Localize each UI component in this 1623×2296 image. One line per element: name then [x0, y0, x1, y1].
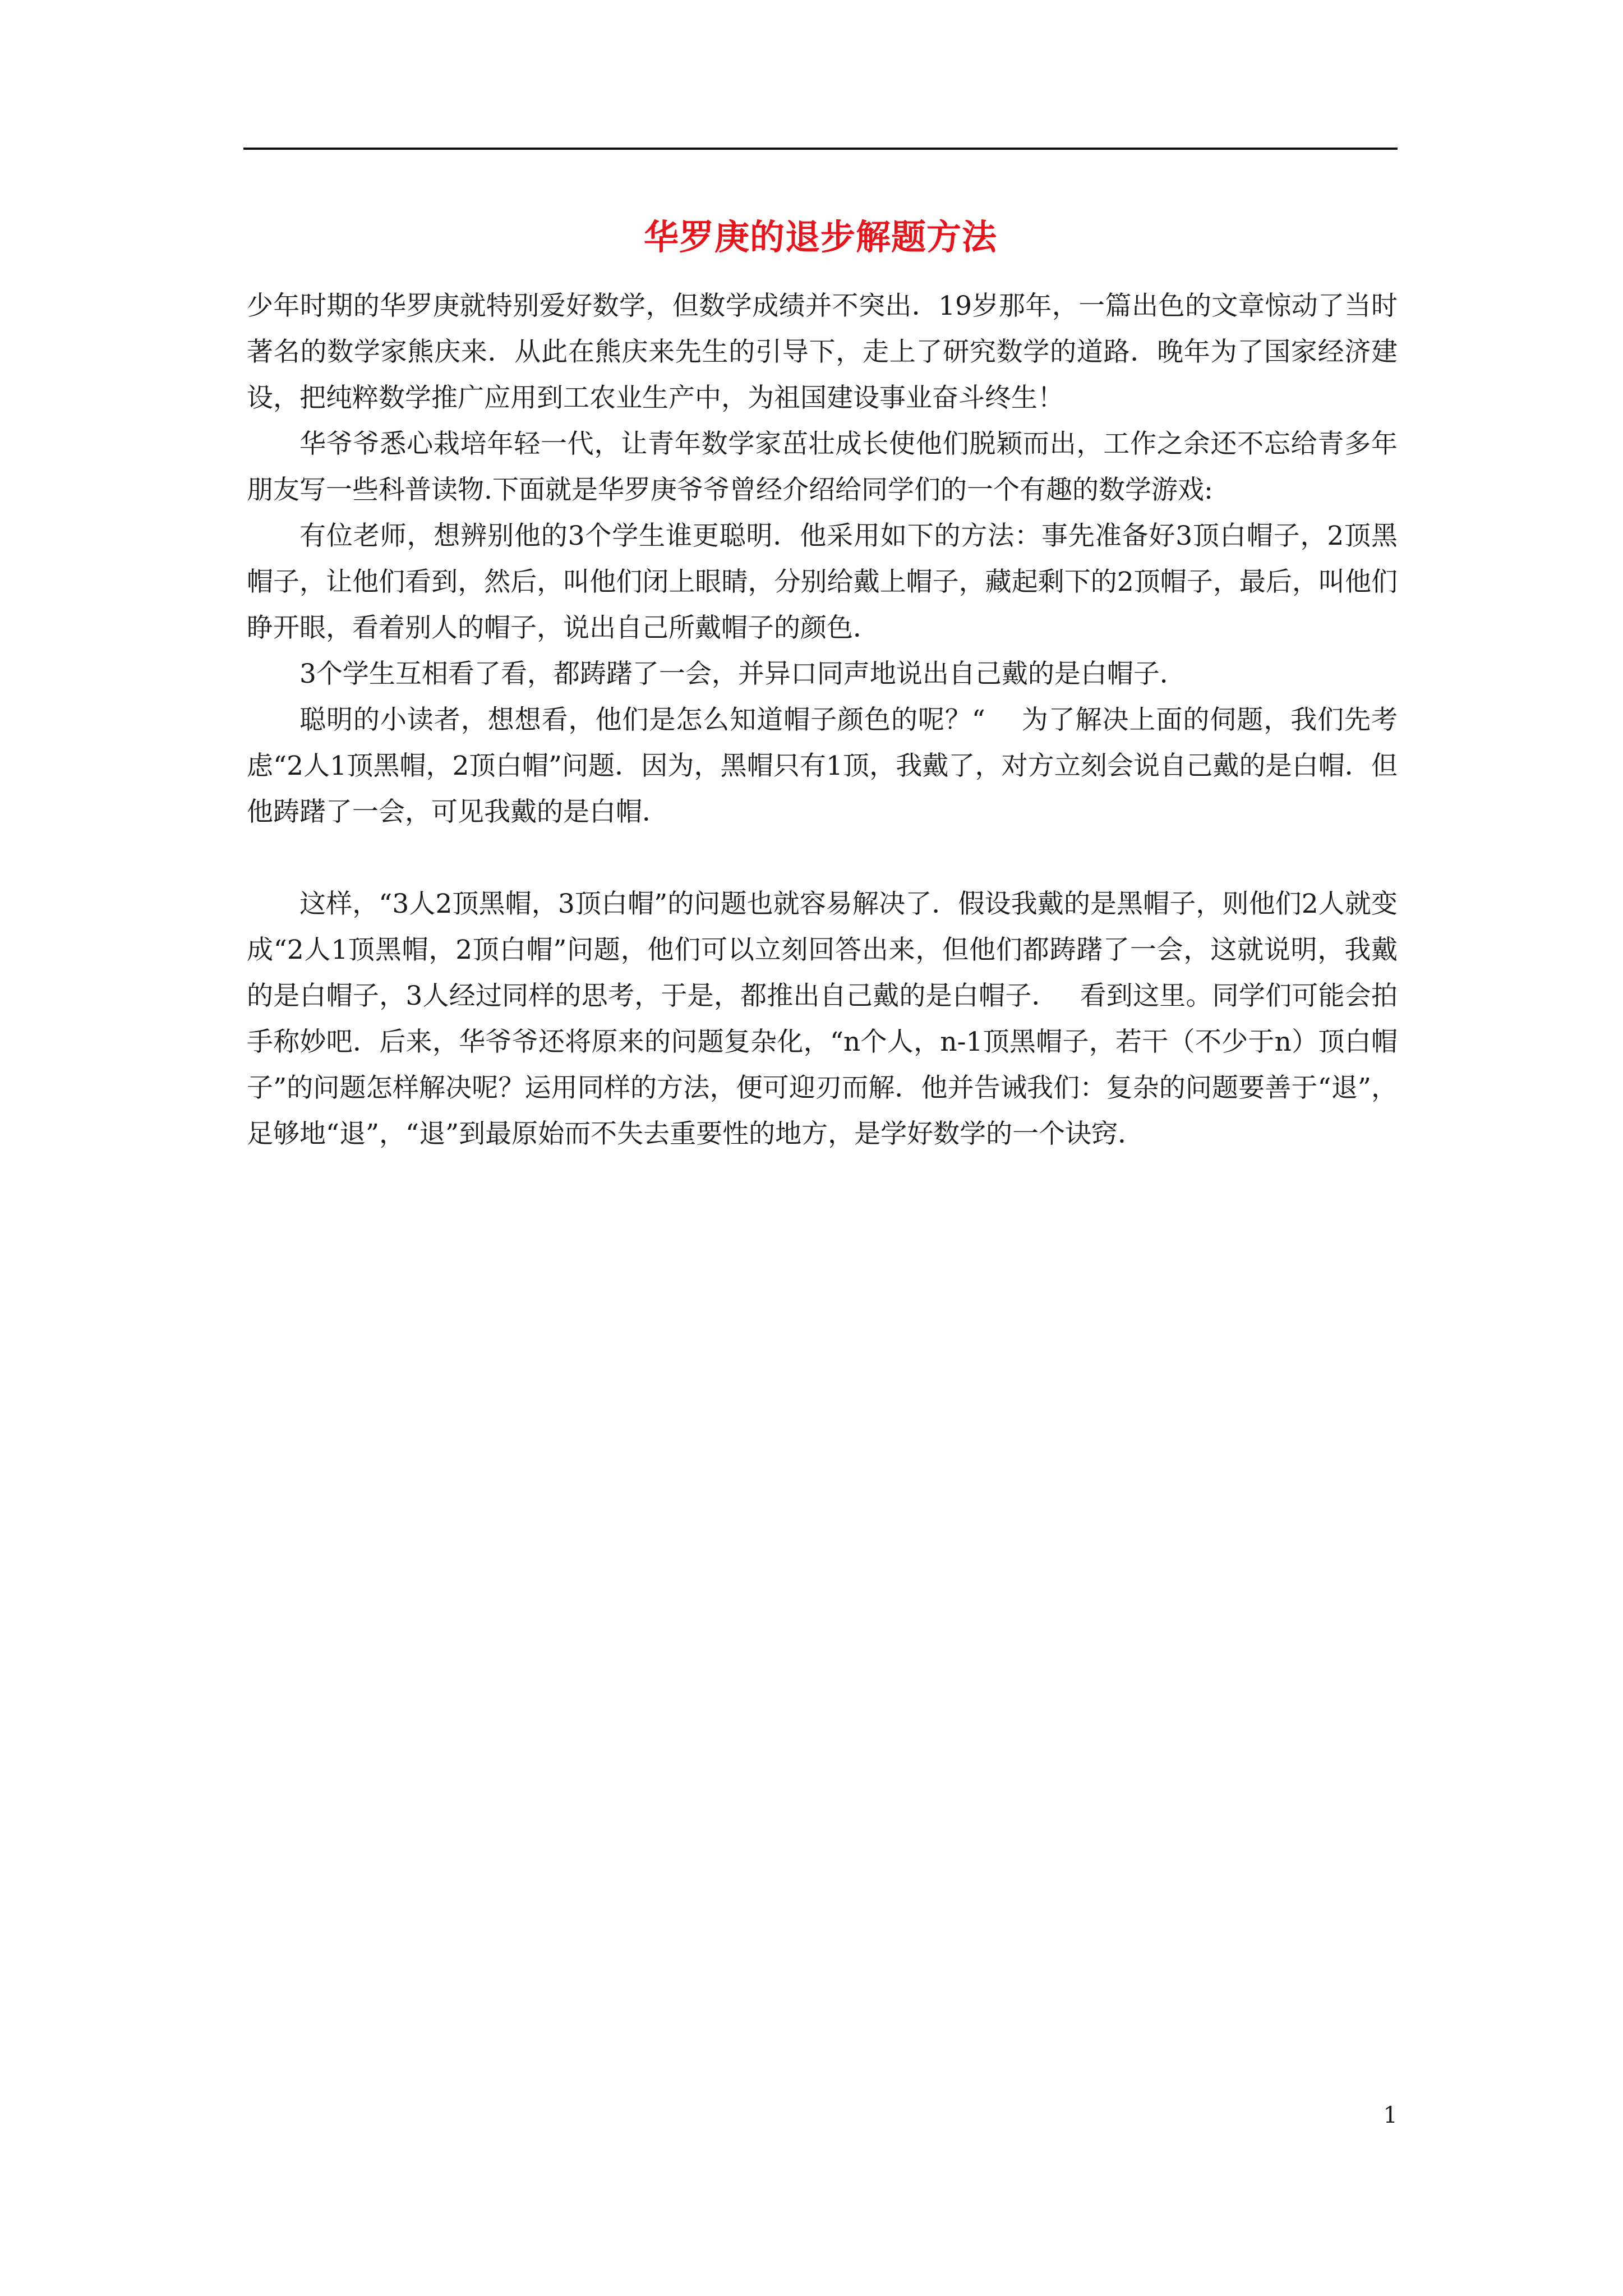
paragraph-intro: 少年时期的华罗庚就特别爱好数学，但数学成绩并不突出．19岁那年，一篇出色的文章惊动了当时著名的数学家熊庆来．从此在熊庆来先生的引导下，走上了研究数学的道路．晚年为了国家经济建设，把纯粹数学推广应用到工农业生产中，为祖国建设事业奋斗终生！	[247, 291, 1398, 413]
paragraph-two-person-case: 聪明的小读者，想想看，他们是怎么知道帽子颜色的呢？“ 为了解决上面的伺题，我们先考虑“2人1顶黑帽，2顶白帽”问题．因为，黑帽只有1顶，我戴了，对方立刻会说自己戴的是白帽．但他踌躇了一会，可见我戴的是白帽．	[247, 705, 1398, 827]
paragraph-mentoring: 华爷爷悉心栽培年轻一代，让青年数学家茁壮成长使他们脱颖而出，工作之余还不忘给青多年朋友写一些科普读物.下面就是华罗庚爷爷曾经介绍给同学们的一个有趣的数学游戏:	[247, 429, 1398, 505]
header-rule	[243, 148, 1398, 150]
paragraph-students-answer: 3个学生互相看了看，都踌躇了一会，并异口同声地说出自己戴的是白帽子．	[299, 659, 1186, 689]
document-title: 华罗庚的退步解题方法	[643, 217, 997, 257]
paragraph-three-person-case: 这样，“3人2顶黑帽，3顶白帽”的问题也就容易解决了．假设我戴的是黑帽子，则他们2人就变成“2人1顶黑帽，2顶白帽”问题，他们可以立刻回答出来，但他们都踌躇了一会，这就说明，我戴的是白帽子，3人经过同样的思考，于是，都推出自己戴的是白帽子． 看到这里。同学们可能会拍手称妙吧．后来，华爷爷还将原来的问题复杂化，“n个人，n-1顶黑帽子，若干（不少于n）顶白帽子”的问题怎样解决呢？运用同样的方法，便可迎刃而解．他并告诫我们：复杂的问题要善于“退”，足够地“退”，“退”到最原始而不失去重要性的地方，是学好数学的一个诀窍．	[247, 889, 1398, 1149]
page-number: 1	[1383, 2102, 1398, 2128]
paragraph-teacher-method: 有位老师，想辨别他的3个学生谁更聪明．他采用如下的方法：事先准备好3顶白帽子，2顶黑帽子，让他们看到，然后，叫他们闭上眼睛，分别给戴上帽子，藏起剩下的2顶帽子，最后，叫他们睁开眼，看着别人的帽子，说出自己所戴帽子的颜色．	[247, 521, 1398, 643]
document-body	[247, 283, 1398, 1157]
